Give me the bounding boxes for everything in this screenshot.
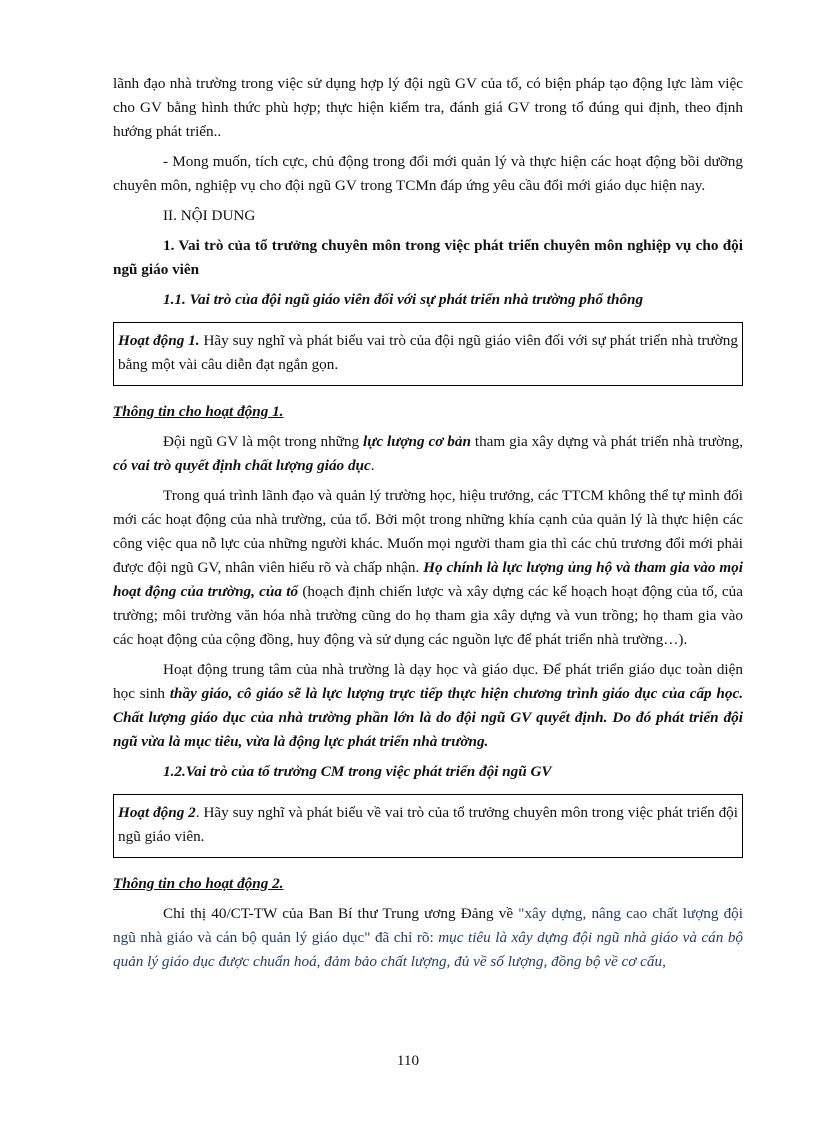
emphasis-run: có vai trò quyết định chất lượng giáo dục [113, 457, 371, 474]
activity-2-text [118, 801, 738, 849]
activity-1-label: Hoạt động 1. [118, 332, 200, 349]
text-run: Hoạt động trung tâm của nhà trường là dạy học và giáo dục. Để phát triển giáo dục toàn diện học sinh [113, 661, 743, 702]
document-page [113, 72, 743, 974]
info-1-paragraph-1 [113, 430, 743, 478]
text-run: Đội ngũ GV là một trong những [163, 433, 364, 450]
section-title: II. NỘI DUNG [163, 207, 256, 224]
info-2-title: Thông tin cho hoạt động 2. [113, 875, 284, 892]
quoted-directive: "xây dựng, nâng cao chất lượng đội ngũ nhà giáo và cán bộ quản lý giáo dục" [113, 905, 743, 946]
activity-2-body: . Hãy suy nghĩ và phát biểu về vai trò của tổ trưởng chuyên môn trong việc phát triển đội ngũ giáo viên. [118, 804, 738, 845]
page-number: 110 [396, 1052, 420, 1069]
text-run: Chỉ thị 40/CT-TW của Ban Bí thư Trung ương Đảng về [163, 905, 519, 922]
emphasis-run: mục tiêu là xây dựng đội ngũ nhà giáo và cán bộ quản lý giáo dục được chuẩn hoá, đảm bảo chất lượng, đủ về số lượng, đồng bộ về cơ cấu, [113, 929, 744, 970]
paragraph-goal: - Mong muốn, tích cực, chủ động trong đổi mới quản lý và thực hiện các hoạt động bồi dưỡng chuyên môn, nghiệp vụ cho đội ngũ GV trong TCMn đáp ứng yêu cầu đổi mới giáo dục hiện nay. [113, 153, 743, 194]
heading-1: 1. Vai trò của tổ trưởng chuyên môn trong việc phát triển chuyên môn nghiệp vụ cho đội ngũ giáo viên [113, 237, 743, 278]
emphasis-run: thầy giáo, cô giáo sẽ là lực lượng trực tiếp thực hiện chương trình giáo dục của cấp học. Chất lượng giáo dục của nhà trường phần lớn là do đội ngũ GV quyết định. Do đó phát triển đội ngũ vừa là mục tiêu, vừa là động lực phát triển nhà trường. [113, 685, 744, 750]
subheading-1-1: 1.1. Vai trò của đội ngũ giáo viên đối với sự phát triển nhà trường phổ thông [163, 291, 644, 308]
text-run: . [370, 457, 375, 474]
info-1-paragraph-2 [113, 484, 743, 652]
paragraph-intro-continued: lãnh đạo nhà trường trong việc sử dụng hợp lý đội ngũ GV của tổ, có biện pháp tạo động lực làm việc cho GV bằng hình thức phù hợp; thực hiện kiểm tra, đánh giá GV trong tổ đúng qui định, theo định hướng phát triển.. [113, 75, 743, 140]
info-1-title: Thông tin cho hoạt động 1. [113, 403, 284, 420]
info-1-paragraph-3 [113, 658, 743, 754]
info-2-paragraph-1 [113, 902, 743, 974]
emphasis-run: Họ chính là lực lượng ủng hộ và tham gia vào mọi hoạt động của trường, của tổ [113, 559, 743, 600]
activity-1-body: Hãy suy nghĩ và phát biểu vai trò của đội ngũ giáo viên đối với sự phát triển nhà trường bằng một vài câu diễn đạt ngắn gọn. [118, 332, 738, 373]
text-run: (hoạch định chiến lược và xây dựng các kế hoạch hoạt động của tổ, của trường; môi trường văn hóa nhà trường cũng do họ tham gia xây dựng và vun trồng; họ tham gia vào các hoạt động của cộng đồng, huy động và sử dụng các nguồn lực để phát triển nhà trường…). [113, 583, 743, 648]
activity-2-box [113, 794, 743, 858]
activity-1-text [118, 329, 738, 377]
emphasis-run: lực lượng cơ bản [363, 433, 471, 450]
activity-2-label: Hoạt động 2 [118, 804, 196, 821]
text-run: tham gia xây dựng và phát triển nhà trường, [470, 433, 743, 450]
activity-1-box [113, 322, 743, 386]
text-run: đã chỉ rõ: [370, 929, 439, 946]
text-run: Trong quá trình lãnh đạo và quản lý trường học, hiệu trưởng, các TTCM không thể tự mình đổi mới các hoạt động của nhà trường, của tổ. Bởi một trong những khía cạnh của quản lý là thực hiện các công việc qua nỗ lực của những người khác. Muốn mọi người tham gia thì các chủ trương đổi mới phải được đội ngũ GV, nhân viên hiểu rõ và chấp nhận. [113, 487, 743, 576]
subheading-1-2: 1.2.Vai trò của tổ trưởng CM trong việc phát triển đội ngũ GV [163, 763, 552, 780]
